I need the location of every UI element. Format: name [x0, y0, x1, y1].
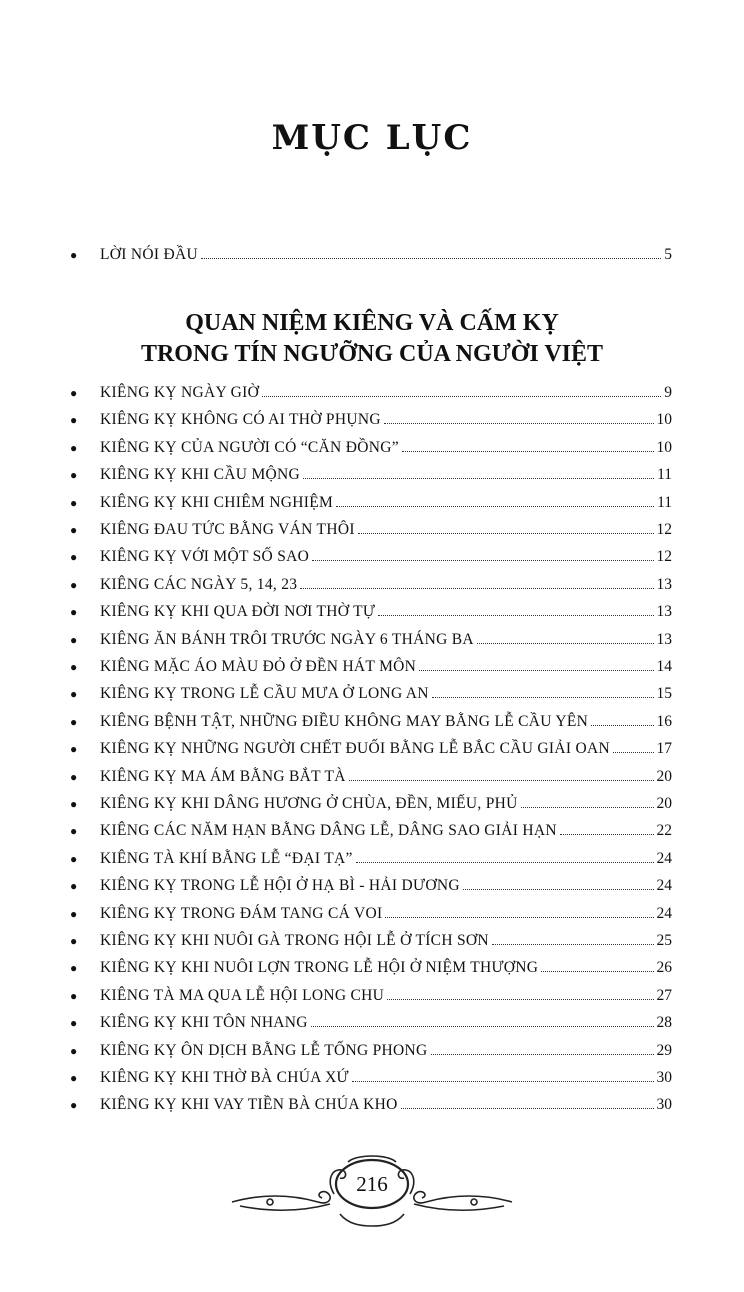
- toc-page-number: 14: [656, 658, 672, 675]
- toc-entry: [70, 570, 672, 594]
- toc-page-number: 11: [657, 493, 672, 511]
- dot-leader: [352, 1081, 654, 1082]
- toc-page-number: 30: [656, 1069, 672, 1086]
- bullet-icon: ●: [70, 550, 78, 565]
- bullet-icon: ●: [70, 468, 78, 483]
- dot-leader: [477, 643, 654, 644]
- toc-page-number: 15: [656, 685, 672, 703]
- dot-leader: [312, 560, 653, 561]
- dot-leader: [387, 999, 653, 1000]
- section-title-line2: TRONG TÍN NGƯỠNG CỦA NGƯỜI VIỆT: [140, 341, 604, 367]
- toc-page-number: 25: [656, 932, 672, 949]
- bullet-icon: ●: [70, 248, 78, 262]
- toc-page-number: 12: [656, 548, 672, 566]
- page-title: MỤC LỤC: [271, 118, 473, 158]
- toc-entry-text: KIÊNG KỴ TRONG ĐÁM TANG CÁ VOI: [100, 904, 383, 922]
- toc-entry-text: KIÊNG KỴ TRONG LỄ CẦU MƯA Ở LONG AN: [100, 685, 429, 703]
- toc-entry: [70, 625, 672, 649]
- toc-entry-text: KIÊNG KỴ MA ÁM BẰNG BẮT TÀ: [100, 767, 346, 785]
- bullet-icon: ●: [70, 851, 78, 866]
- toc-entry: [70, 405, 672, 429]
- toc-entry: [70, 488, 672, 512]
- bullet-icon: ●: [70, 797, 78, 811]
- toc-entry: [70, 953, 672, 977]
- toc-entry-text: KIÊNG KỴ KHI TÔN NHANG: [100, 1014, 308, 1032]
- bullet-icon: ●: [70, 824, 78, 839]
- toc-entry: [70, 433, 672, 457]
- dot-leader: [591, 725, 653, 726]
- toc-entry: [70, 789, 672, 813]
- toc-entry-text: KIÊNG KỴ KHI CHIÊM NGHIỆM: [100, 493, 334, 511]
- bullet-icon: ●: [70, 961, 78, 976]
- toc-entry-text: KIÊNG BỆNH TẬT, NHỮNG ĐIỀU KHÔNG MAY BẰNG LỄ CẦU YÊN: [100, 712, 589, 730]
- toc-entry-text: KIÊNG KỴ KHI NUÔI LỢN TRONG LỄ HỘI Ở NIỆM THƯỢNG: [100, 959, 539, 977]
- toc-page-number: 24: [656, 904, 672, 922]
- toc-entry-text: KIÊNG ĐAU TỨC BẰNG VÁN THÔI: [100, 521, 355, 538]
- bullet-icon: ●: [70, 769, 78, 784]
- toc-page-number: 16: [656, 712, 672, 730]
- toc-entry: [70, 707, 672, 731]
- toc-page-number: 27: [656, 986, 672, 1004]
- dot-leader: [378, 615, 653, 616]
- dot-leader: [463, 889, 654, 890]
- toc-entry-text: KIÊNG KỴ VỚI MỘT SỐ SAO: [100, 548, 310, 566]
- bullet-icon: ●: [70, 906, 78, 921]
- toc-entry: [70, 1008, 672, 1032]
- toc-entry-text: KIÊNG KỴ KHI DÂNG HƯƠNG Ở CHÙA, ĐỀN, MIẾU, PHỦ: [100, 795, 518, 812]
- dot-leader: [560, 834, 654, 835]
- toc-page-number: 24: [656, 849, 672, 867]
- toc-entry: [70, 844, 672, 868]
- toc-page-number: 28: [656, 1014, 672, 1032]
- toc-entry: [70, 981, 672, 1005]
- toc-page-number: 20: [656, 795, 672, 812]
- bullet-icon: ●: [70, 523, 78, 537]
- toc-page-number: 24: [656, 877, 672, 895]
- toc-entry: [70, 816, 672, 840]
- toc-entry-text: KIÊNG TÀ KHÍ BẰNG LỄ “ĐẠI TẠ”: [100, 849, 353, 867]
- bullet-icon: ●: [70, 577, 78, 592]
- toc-page-number: 13: [656, 603, 672, 621]
- dot-leader: [419, 670, 653, 671]
- toc-entry: [70, 652, 672, 676]
- toc-entry-text: KIÊNG KỴ KHI QUA ĐỜI NƠI THỜ TỰ: [100, 603, 376, 621]
- toc-entry: [70, 378, 672, 402]
- toc-page-number: 9: [664, 384, 672, 401]
- toc-entry-text: KIÊNG KỴ KHI CẦU MỘNG: [100, 466, 301, 484]
- toc-entry: [70, 679, 672, 703]
- bullet-icon: ●: [70, 934, 78, 948]
- toc-entry: [70, 1036, 672, 1060]
- toc-entry-text: KIÊNG KỴ KHI THỜ BÀ CHÚA XỨ: [100, 1069, 349, 1086]
- dot-leader: [521, 807, 654, 808]
- toc-entry: [70, 734, 672, 758]
- dot-leader: [401, 1108, 654, 1109]
- toc-page-number: 5: [664, 246, 672, 263]
- bullet-icon: ●: [70, 879, 78, 894]
- toc-page-number: 20: [656, 767, 672, 785]
- bullet-icon: ●: [70, 1098, 78, 1113]
- bullet-icon: ●: [70, 386, 78, 400]
- dot-leader: [349, 780, 654, 781]
- toc-page-number: 22: [656, 822, 672, 840]
- toc-entry: [70, 597, 672, 621]
- toc-entry-text: KIÊNG KỴ KHI VAY TIỀN BÀ CHÚA KHO: [100, 1096, 398, 1114]
- section-title: [0, 308, 744, 370]
- toc-entry-intro: [70, 240, 672, 264]
- bullet-icon: ●: [70, 1071, 78, 1085]
- toc-page-number: 17: [656, 740, 672, 758]
- toc-page-number: 11: [657, 466, 672, 484]
- toc-entry-text: KIÊNG KỴ ÔN DỊCH BẰNG LỄ TỐNG PHONG: [100, 1041, 428, 1059]
- section-title-line1: QUAN NIỆM KIÊNG VÀ CẤM KỴ: [185, 310, 559, 336]
- toc-page-number: 10: [656, 438, 672, 456]
- bullet-icon: ●: [70, 413, 78, 428]
- toc-entry-text: KIÊNG MẶC ÁO MÀU ĐỎ Ở ĐỀN HÁT MÔN: [100, 658, 417, 675]
- dot-leader: [492, 944, 654, 945]
- toc-entry: [70, 762, 672, 786]
- bullet-icon: ●: [70, 440, 78, 455]
- toc-entry: [70, 871, 672, 895]
- dot-leader: [402, 451, 654, 452]
- toc-entry: [70, 460, 672, 484]
- bullet-icon: ●: [70, 714, 78, 729]
- toc-entry-text: KIÊNG CÁC NĂM HẠN BẰNG DÂNG LỄ, DÂNG SAO GIẢI HẠN: [100, 822, 557, 840]
- toc-page-number: 26: [656, 959, 672, 977]
- toc-entry-text: KIÊNG KỴ CỦA NGƯỜI CÓ “CĂN ĐỒNG”: [100, 438, 399, 456]
- toc-entry-text: KIÊNG CÁC NGÀY 5, 14, 23: [100, 575, 298, 593]
- dot-leader: [384, 423, 654, 424]
- bullet-icon: ●: [70, 988, 78, 1003]
- toc-entry-text: KIÊNG KỴ KHÔNG CÓ AI THỜ PHỤNG: [100, 411, 381, 429]
- dot-leader: [303, 478, 654, 479]
- toc-entry-text: KIÊNG TÀ MA QUA LỄ HỘI LONG CHU: [100, 986, 385, 1004]
- bullet-icon: ●: [70, 632, 78, 647]
- dot-leader: [201, 258, 661, 259]
- toc-page-number: 13: [656, 630, 672, 648]
- toc-entry-text: KIÊNG KỴ KHI NUÔI GÀ TRONG HỘI LỄ Ở TÍCH SƠN: [100, 932, 489, 949]
- toc-entry: [70, 1090, 672, 1114]
- toc-entry: [70, 542, 672, 566]
- dot-leader: [431, 1054, 654, 1055]
- bullet-icon: ●: [70, 495, 78, 510]
- bullet-icon: ●: [70, 1043, 78, 1058]
- toc-entry-text: KIÊNG KỴ NHỮNG NGƯỜI CHẾT ĐUỐI BẰNG LỄ BẮC CẦU GIẢI OAN: [100, 740, 610, 758]
- toc-entry-text: KIÊNG KỴ TRONG LỄ HỘI Ở HẠ BÌ - HẢI DƯƠNG: [100, 877, 460, 895]
- dot-leader: [358, 533, 654, 534]
- dot-leader: [432, 697, 654, 698]
- dot-leader: [300, 588, 653, 589]
- toc-entry: [70, 515, 672, 539]
- dot-leader: [385, 917, 653, 918]
- dot-leader: [356, 862, 654, 863]
- dot-leader: [613, 752, 654, 753]
- toc-entry: [70, 899, 672, 923]
- toc-page-number: 13: [656, 575, 672, 593]
- toc-entry-text: KIÊNG ĂN BÁNH TRÔI TRƯỚC NGÀY 6 THÁNG BA: [100, 630, 474, 648]
- bullet-icon: ●: [70, 687, 78, 702]
- toc-entry: [70, 926, 672, 950]
- toc-page-number: 30: [656, 1096, 672, 1114]
- dot-leader: [336, 506, 654, 507]
- dot-leader: [262, 396, 661, 397]
- toc-entry: [70, 1063, 672, 1087]
- toc-page-number: 12: [656, 521, 672, 538]
- toc-entry-text: KIÊNG KỴ NGÀY GIỜ: [100, 384, 260, 401]
- bullet-icon: ●: [70, 1016, 78, 1031]
- bullet-icon: ●: [70, 605, 78, 620]
- toc-page-number: 10: [656, 411, 672, 429]
- toc-entry-text: LỜI NÓI ĐẦU: [100, 246, 199, 263]
- toc-page-number: 29: [656, 1041, 672, 1059]
- bullet-icon: ●: [70, 742, 78, 757]
- dot-leader: [311, 1026, 654, 1027]
- dot-leader: [541, 971, 653, 972]
- page-number: 216: [356, 1172, 388, 1196]
- bullet-icon: ●: [70, 660, 78, 674]
